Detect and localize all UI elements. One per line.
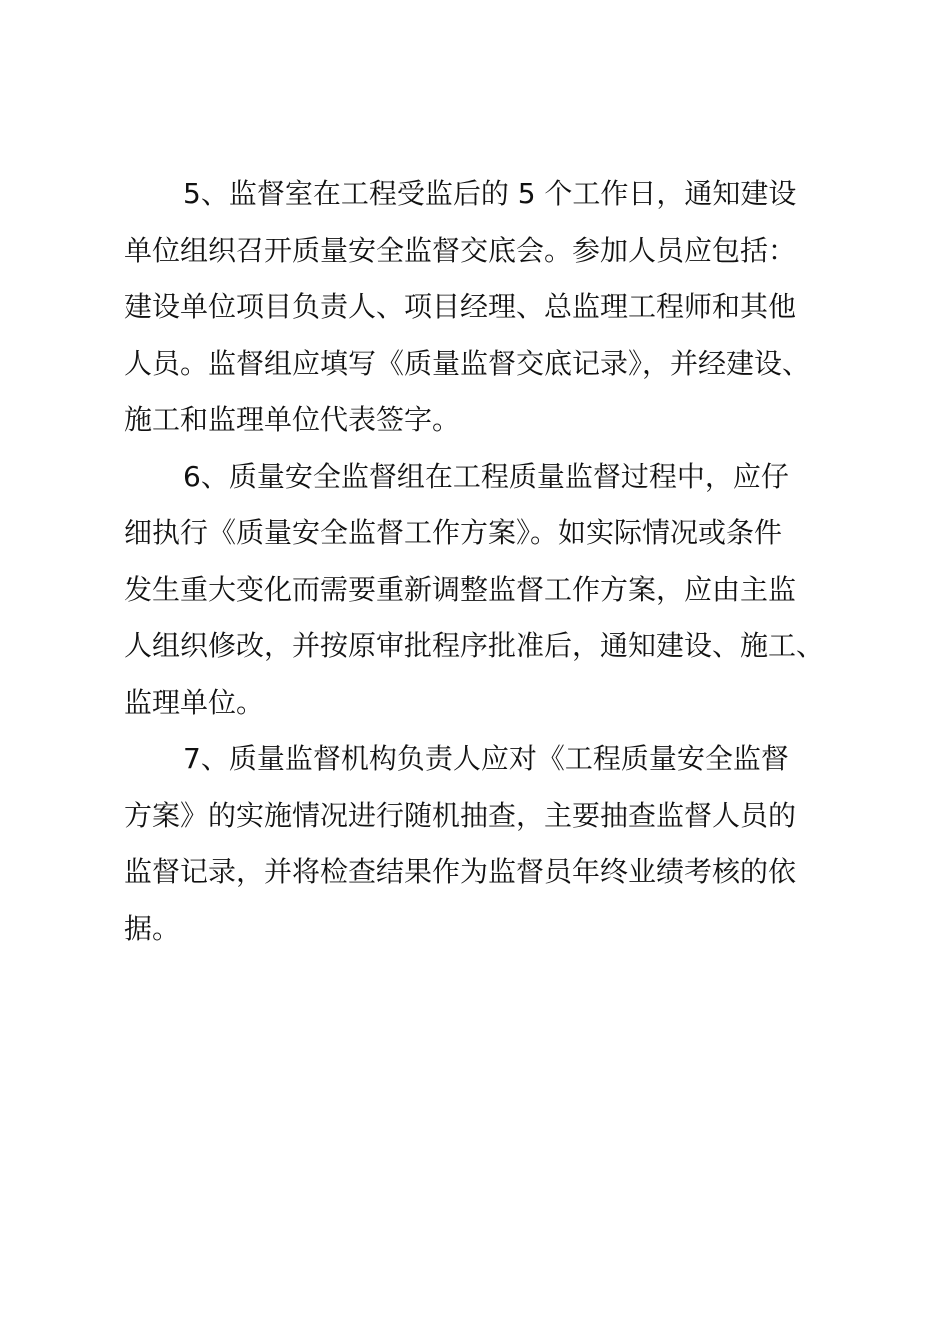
document-body xyxy=(124,166,840,957)
text-line: 5、监督室在工程受监后的 5 个工作日，通知建设 xyxy=(183,177,797,210)
text-line: 建设单位项目负责人、项目经理、总监理工程师和其他 xyxy=(124,290,797,323)
text-line: 6、质量安全监督组在工程质量监督过程中，应仔 xyxy=(183,459,789,493)
text-line: 7、质量监督机构负责人应对《工程质量安全监督 xyxy=(183,742,789,775)
text-line: 据。 xyxy=(124,911,181,945)
text-line: 人组织修改，并按原审批程序批准后，通知建设、施工、 xyxy=(124,629,825,662)
text-line: 施工和监理单位代表签字。 xyxy=(124,403,461,436)
paragraph-5 xyxy=(124,166,840,449)
text-line: 细执行《质量安全监督工作方案》。如实际情况或条件 xyxy=(124,516,783,549)
paragraph-7 xyxy=(124,731,840,957)
paragraph-6 xyxy=(124,449,840,732)
text-line: 监督记录，并将检查结果作为监督员年终业绩考核的依 xyxy=(124,855,797,888)
text-line: 发生重大变化而需要重新调整监督工作方案，应由主监 xyxy=(124,572,797,606)
text-line: 方案》的实施情况进行随机抽查，主要抽查监督人员的 xyxy=(124,798,797,832)
text-line: 监理单位。 xyxy=(124,685,265,719)
text-line: 单位组织召开质量安全监督交底会。参加人员应包括： xyxy=(124,233,797,267)
text-line: 人员。监督组应填写《质量监督交底记录》，并经建设、 xyxy=(124,346,811,380)
